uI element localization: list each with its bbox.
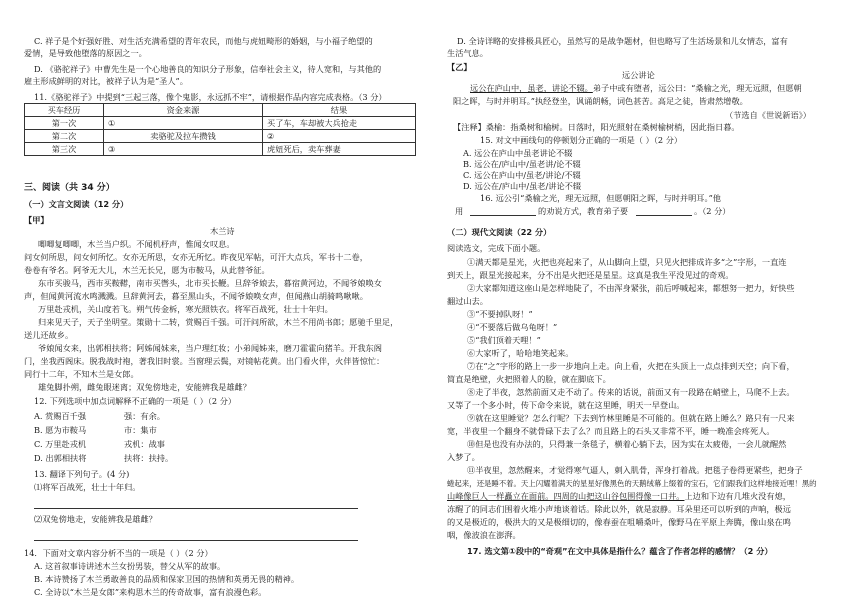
passage-line: ⑦在“之”字形的路上一步一步地向上走。向上看，火把在头顶上一点点排到天空；向下看， [467, 361, 795, 371]
q14-option-a[interactable]: A. 这首叙事诗讲述木兰女扮男装，替父从军的故事。 [34, 561, 226, 571]
table-cell: 第三次 [25, 143, 104, 156]
yi-source: （节选自《世说新语》） [725, 110, 811, 120]
jia-label: 【甲】 [24, 215, 49, 225]
table-cell: 卖骆驼及拉车攒钱 [104, 130, 263, 143]
passage-line: ⑩但是也没有办法的，只得兼一条毯子，横着心躺下去，因为实在太疲倦，一会儿就醒然 [467, 439, 787, 449]
poem-line: 归来见天子，天子坐明堂。策勋十二转，赏赐百千强。可汗问所欲，木兰不用尚书郎；愿驰千里足， [38, 317, 399, 327]
poem-line: 雄兔脚扑朔，雌兔眼迷离；双兔傍地走，安能辨我是雄雌？ [38, 382, 251, 392]
table-header-cell: 买车经历 [25, 104, 104, 117]
question-11: 11.《骆驼祥子》中提到“三起三落，像个鬼影，永远抓不牢”，请根据作品内容完成表格。（3 分） [34, 92, 387, 102]
table-header-cell: 结果 [263, 104, 416, 117]
q12-option-d[interactable]: D. 出郭相扶将 [34, 453, 87, 463]
poem-line: 唧唧复唧唧，木兰当户织。不闻机杼声，惟闻女叹息。 [38, 239, 235, 249]
underlined-sentence: 山峰像巨人一样矗立在面前。四周的山把这山谷包围得像一口井。 [447, 491, 685, 501]
right-option-d-line1: D. 全诗详略的安排极具匠心，虽然写的是战争题材，但也略写了生活场景和儿女情态，富有 [457, 36, 788, 46]
passage-line: 又等了一个多小时，传下命令来说，就在这里睡，明天一早登山。 [447, 400, 685, 410]
q15-option-d[interactable]: D. 远公在/庐山中/虽老/讲论不辍 [463, 181, 582, 191]
reading-intro: 阅读选文，完成下面小题。 [447, 243, 546, 253]
passage-line: ②大家都知道这座山是怎样地陡了，不由浑身紧张，前后呼喊起来，都想努一把力，好快些 [467, 283, 795, 293]
q15-option-c[interactable]: C. 远公在庐山中/虽老/讲论/不辍 [463, 170, 581, 180]
passage-line: ⑨就在这里睡觉？怎么行呢？下去到竹林里睡是不可能的。但就在路上睡么？路只有一尺来 [467, 413, 795, 423]
option-d-line1: D. 《骆驼祥子》中曹先生是一个心地善良的知识分子形象，信奉社会主义，待人宽和，与其他的 [34, 64, 382, 74]
q13-sentence-1: ⑴将军百战死，壮士十年归。 [34, 482, 141, 492]
question-16-suffix: 。（2 分） [694, 206, 731, 216]
question-16-prefix: 用 [455, 206, 464, 216]
poem-line: 问女何所思，问女何所忆。女亦无所思，女亦无所忆。昨夜见军帖，可汗大点兵，军书十二卷， [24, 252, 368, 262]
section-3a-heading: （一）文言文阅读（12 分） [24, 199, 129, 209]
yi-text-line1 [470, 83, 802, 94]
poem-line: 送儿还故乡。 [24, 330, 74, 340]
purchase-history-table [24, 103, 416, 156]
passage-line: 蜷起来，还是睡不着。天上闪耀着满天的星星好像黑色的天鹅绒幕上缀着的宝石，它们跟我们这样地接近哩！黑的 [447, 479, 817, 488]
poem-line: 爷娘闻女来，出郭相扶将；阿姊闻妹来，当户理红妆；小弟闻姊来，磨刀霍霍向猪羊。开我东阁 [38, 343, 382, 353]
poem-line: 东市买骏马，西市买鞍鞯，南市买辔头，北市买长鞭。旦辞爷娘去，暮宿黄河边，不闻爷娘唤女 [38, 278, 382, 288]
q12-option-a[interactable]: A. 赏赐百千强 [34, 411, 87, 421]
question-14: 14．下面对文章内容分析不当的一项是（ ）（2 分） [24, 548, 213, 558]
q13-sentence-2: ⑵双兔傍地走，安能辨我是雄雌？ [34, 514, 157, 524]
table-cell[interactable]: ③ [104, 143, 263, 156]
q12-option-a-gloss: 强：有余。 [124, 411, 165, 421]
question-17: 17. 选文第①段中的“奇观”在文中具体是指什么？蕴含了作者怎样的感情？（2 分） [467, 546, 773, 556]
passage-line: 的又是极近的，极洪大的又是极细切的，像春蚕在咀嚼桑叶，像野马在平原上奔腾，像山泉在鸣 [447, 517, 791, 527]
section-3-heading: 三、阅读（共 34 分） [24, 183, 115, 193]
q15-option-b[interactable]: B. 远公在/庐山中/虽老讲/论不辍 [463, 159, 581, 169]
table-cell: 第二次 [25, 130, 104, 143]
table-row [25, 130, 416, 143]
yi-label: 【乙】 [447, 62, 472, 72]
table-cell[interactable]: ① [104, 117, 263, 130]
passage-line: 宽，半夜里一个翻身不就骨碌下去了么？而且路上的石头又非常不平，睡一晚准会疼死人。 [447, 426, 775, 436]
q12-option-c[interactable]: C. 万里赴戎机 [34, 439, 87, 449]
passage-rest: 上边和下边有几堆火没有熄， [684, 491, 791, 501]
question-12: 12. 下列选项中加点词解释不正确的一项是（ ）（2 分） [34, 396, 237, 406]
blank-1[interactable] [470, 215, 536, 216]
table-cell: 第一次 [25, 117, 104, 130]
blank-2[interactable] [636, 215, 692, 216]
passage-line: 翻过山去。 [447, 296, 488, 306]
underlined-sentence: 远公在庐山中，虽老，讲论不辍。 [470, 83, 593, 93]
passage-line: ⑪半夜里，忽然醒来，才觉得寒气逼人，刺入肌骨，浑身打着战。把毯子卷得更紧些，把身子 [467, 465, 803, 475]
passage-line: 简直是绝壁，火把照着人的脸，就在脚底下。 [447, 374, 611, 384]
question-16-line1: 16. 远公引“桑榆之光，理无远照，但愿朝阳之晖，与时并明耳。”他 [480, 193, 721, 203]
passage-line: 到天上，跟星光接起来，分不出是火把还是星星。这真是我生平没见过的奇观。 [447, 270, 734, 280]
yi-text-line2: 阳之晖，与时并明耳。”执经登坐，讽诵朗畅，词色甚苦。高足之徒，皆肃然增敬。 [453, 96, 748, 106]
passage-line [447, 491, 791, 502]
passage-line: 冻醒了的同志们围着火堆小声地谈着话。除此以外，就是寂静。耳朵里还可以听到的声响，极远 [447, 504, 791, 514]
poem-line: 卷卷有爷名。阿爷无大儿，木兰无长兄，愿为市鞍马，从此替爷征。 [24, 265, 270, 275]
poem-title: 木兰诗 [210, 226, 235, 236]
right-option-d-line2: 生活气息。 [447, 48, 488, 58]
table-cell[interactable]: ② [263, 130, 416, 143]
passage-line: ④“不要落后做乌龟呀！” [467, 322, 558, 332]
table-header-cell: 资金来源 [104, 104, 263, 117]
option-c-line1: C. 祥子是个好强好胜、对生活充满希望的青年农民，而他与虎妞畸形的婚姻，与小福子绝望的 [34, 36, 373, 46]
q12-option-b[interactable]: B. 愿为市鞍马 [34, 425, 87, 435]
table-row [25, 117, 416, 130]
q14-option-b[interactable]: B. 本诗赞扬了木兰勇敢善良的品质和保家卫国的热情和英勇无畏的精神。 [34, 574, 300, 584]
table-header-row [25, 104, 416, 117]
question-15: 15. 对文中画线句的停顿划分正确的一项是（ ）（2 分） [480, 135, 683, 145]
q12-option-d-gloss: 扶将：扶持。 [124, 453, 174, 463]
answer-line[interactable] [34, 508, 358, 509]
yi-title: 远公讲论 [622, 70, 655, 80]
question-16-middle: 的劝说方式，教育弟子要 [538, 206, 629, 216]
table-row [25, 143, 416, 156]
passage-line: ⑤“我们顶着天哩！” [467, 335, 541, 345]
poem-line: 门，坐我西阁床。脱我战时袍，著我旧时裳。当窗理云鬓，对镜帖花黄。出门看火伴，火伴皆惊忙： [24, 356, 385, 366]
answer-line[interactable] [34, 540, 358, 541]
option-d-line2: 雇主形成鲜明的对比，被祥子认为是“圣人”。 [24, 76, 188, 86]
q12-option-b-gloss: 市：集市 [124, 425, 157, 435]
passage-line: ①满天都是星光，火把也亮起来了，从山脚向上望，只见火把排成许多“之”字形，一直连 [467, 257, 787, 267]
question-13: 13. 翻译下列句子。(4 分) [34, 469, 130, 479]
poem-line: 同行十二年，不知木兰是女郎。 [24, 369, 139, 379]
q14-option-c[interactable]: C. 全诗以“木兰是女郎”来构思木兰的传奇故事，富有浪漫色彩。 [34, 587, 267, 597]
passage-line: 咽，像波浪在澎湃。 [447, 530, 521, 540]
table-cell: 买了车，车却被大兵抢走 [263, 117, 416, 130]
poem-line: 声，但闻黄河流水鸣溅溅。旦辞黄河去，暮至黑山头，不闻爷娘唤女声，但闻燕山胡骑鸣啾啾。 [24, 291, 368, 301]
passage-line: 入梦了。 [447, 452, 480, 462]
passage-line: ③“不要掉队呀！” [467, 309, 533, 319]
q12-option-c-gloss: 戎机：战事 [124, 439, 165, 449]
passage-line: ⑥大家听了，哈哈地笑起来。 [467, 348, 574, 358]
yi-text-rest: 弟子中或有堕者，远公曰：“桑榆之光，理无远照，但愿朝 [592, 83, 802, 93]
q15-option-a[interactable]: A. 远公在庐山中虽老讲论不辍 [463, 148, 573, 158]
poem-line: 万里赴戎机，关山度若飞。朔气传金柝，寒光照铁衣。将军百战死，壮士十年归。 [38, 304, 333, 314]
table-cell: 虎妞死后，卖车葬妻 [263, 143, 416, 156]
passage-line: ⑧走了半夜，忽然前面又走不动了。传来的话说，前面又有一段路在峭壁上，马爬不上去。 [467, 387, 795, 397]
option-c-line2: 爱情，是导致他堕落的原因之一。 [24, 48, 147, 58]
section-modern-heading: （二）现代文阅读（22 分） [447, 227, 552, 237]
annotation-note: 【注释】桑榆：指桑树和榆树。日落时，阳光照射在桑树榆树梢，因此指日暮。 [453, 122, 740, 132]
